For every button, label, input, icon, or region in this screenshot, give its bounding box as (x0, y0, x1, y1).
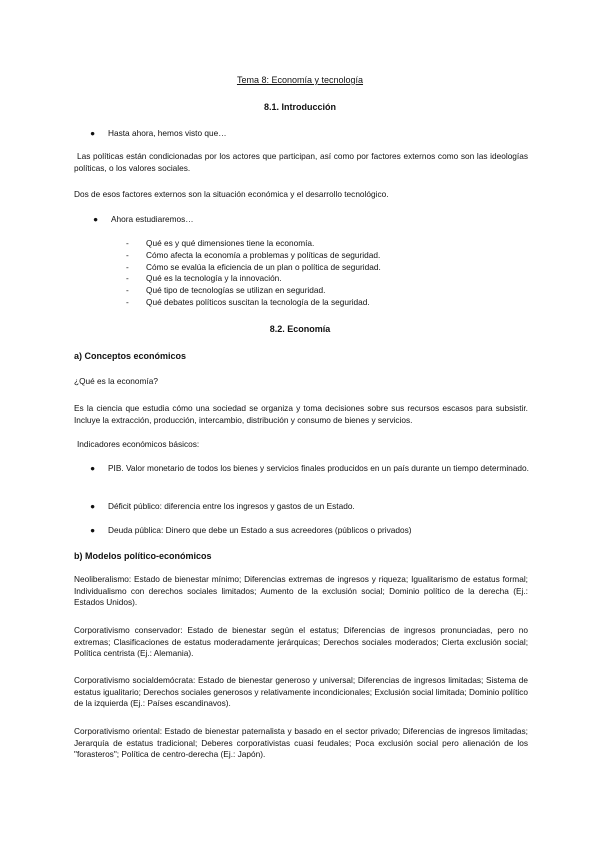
list-item (126, 250, 381, 262)
indicator-text: Déficit público: diferencia entre los ingresos y gastos de un Estado. (108, 501, 355, 511)
bullet-text: Ahora estudiaremos… (111, 214, 194, 224)
list-item-text: Qué debates políticos suscitan la tecnología de la seguridad. (146, 296, 370, 307)
list-item-text: Qué es la tecnología y la innovación. (146, 273, 282, 284)
subsection-heading-b: b) Modelos político-económicos (74, 551, 212, 561)
subsection-heading-a: a) Conceptos económicos (74, 351, 187, 361)
list-item (126, 273, 381, 285)
model-paragraph: Neoliberalismo: Estado de bienestar mínimo; Diferencias extremas de ingresos y riqueza; Igualitarismo de estatus formal; Individualismo con derechos sociales limitados; Aumento de la exclusión social; Dominio político de la derecha (Ej.: Estados Unidos). (74, 574, 528, 608)
list-item (126, 285, 381, 297)
list-item (126, 238, 381, 250)
section-heading-8-1: 8.1. Introducción (263, 102, 336, 112)
list-item (126, 262, 381, 274)
indicator-item (90, 525, 530, 537)
paragraph-text: Las políticas están condicionadas por los actores que participan, así como por factores externos como son las ideologías políticas, o los valores sociales. (74, 151, 528, 173)
list-item-text: Qué tipo de tecnologías se utilizan en seguridad. (146, 285, 326, 296)
bullet-dot-icon: ● (90, 463, 96, 473)
list-item-text: Qué es y qué dimensiones tiene la economía. (146, 238, 315, 248)
dash-icon: - (126, 261, 129, 272)
list-item-text: Cómo se evalúa la eficiencia de un plan o política de seguridad. (146, 261, 381, 272)
model-paragraph: Corporativismo socialdemócrata: Estado de bienestar generoso y universal; Diferencias de ingresos limitadas; Sistema de estatus igualitario; Derechos sociales generosos y relativamente incondicionales; Exclusión social limitada; Dominio político de la izquierda (Ej.: Países escandinavos). (74, 675, 528, 709)
model-paragraph: Corporativismo conservador: Estado de bienestar según el estatus; Diferencias de ingresos pronunciadas, pero no extremas; Clasificaciones de estatus moderadamente jerárquicas; Derechos sociales moderados; Cierta exclusión social; Política centrista (Ej.: Alemania). (74, 625, 528, 659)
dash-list (126, 238, 381, 309)
bullet-text: Hasta ahora, hemos visto que… (108, 128, 227, 138)
indicator-item (90, 463, 530, 475)
model-paragraph: Corporativismo oriental: Estado de bienestar paternalista y basado en el sector privado; Diferencias de ingresos limitadas; Jerarquía de estatus tradicional; Deberes corporativistas cuasi feudales; Poca exclusión social pero alienación de los "forasteros"; Política de centro-derecha (Ej.: Japón). (74, 726, 528, 760)
dash-icon: - (126, 285, 129, 296)
indicator-item (90, 501, 530, 513)
bullet-dot-icon: ● (90, 501, 96, 511)
dash-icon: - (126, 238, 129, 248)
bullet-item (90, 128, 227, 140)
bullet-dot-icon: ● (90, 128, 96, 138)
dash-icon: - (126, 249, 129, 260)
page-title: Tema 8: Economía y tecnología (236, 75, 364, 85)
dash-icon: - (126, 296, 129, 307)
indicators-intro: Indicadores económicos básicos: (77, 439, 200, 449)
section-heading-8-2: 8.2. Economía (269, 324, 331, 334)
indicator-text: PIB. Valor monetario de todos los bienes y servicios finales producidos en un país durante un tiempo determinado. (108, 463, 529, 473)
bullet-dot-icon: ● (90, 525, 96, 535)
bullet-dot-icon: ● (93, 214, 99, 224)
list-item-text: Cómo afecta la economía a problemas y políticas de seguridad. (146, 249, 381, 260)
bullet-item (93, 214, 194, 226)
indicator-text: Deuda pública: Dinero que debe un Estado a sus acreedores (públicos o privados) (108, 525, 412, 535)
paragraph (74, 151, 528, 174)
definition-paragraph: Es la ciencia que estudia cómo una sociedad se organiza y toma decisiones sobre sus recursos escasos para subsistir. Incluye la extracción, producción, intercambio, distribución y consumo de bienes y servicios. (74, 403, 528, 425)
list-item (126, 297, 381, 309)
paragraph: Dos de esos factores externos son la situación económica y el desarrollo tecnológico. (74, 189, 389, 199)
dash-icon: - (126, 273, 129, 284)
question-text: ¿Qué es la economía? (74, 376, 158, 386)
